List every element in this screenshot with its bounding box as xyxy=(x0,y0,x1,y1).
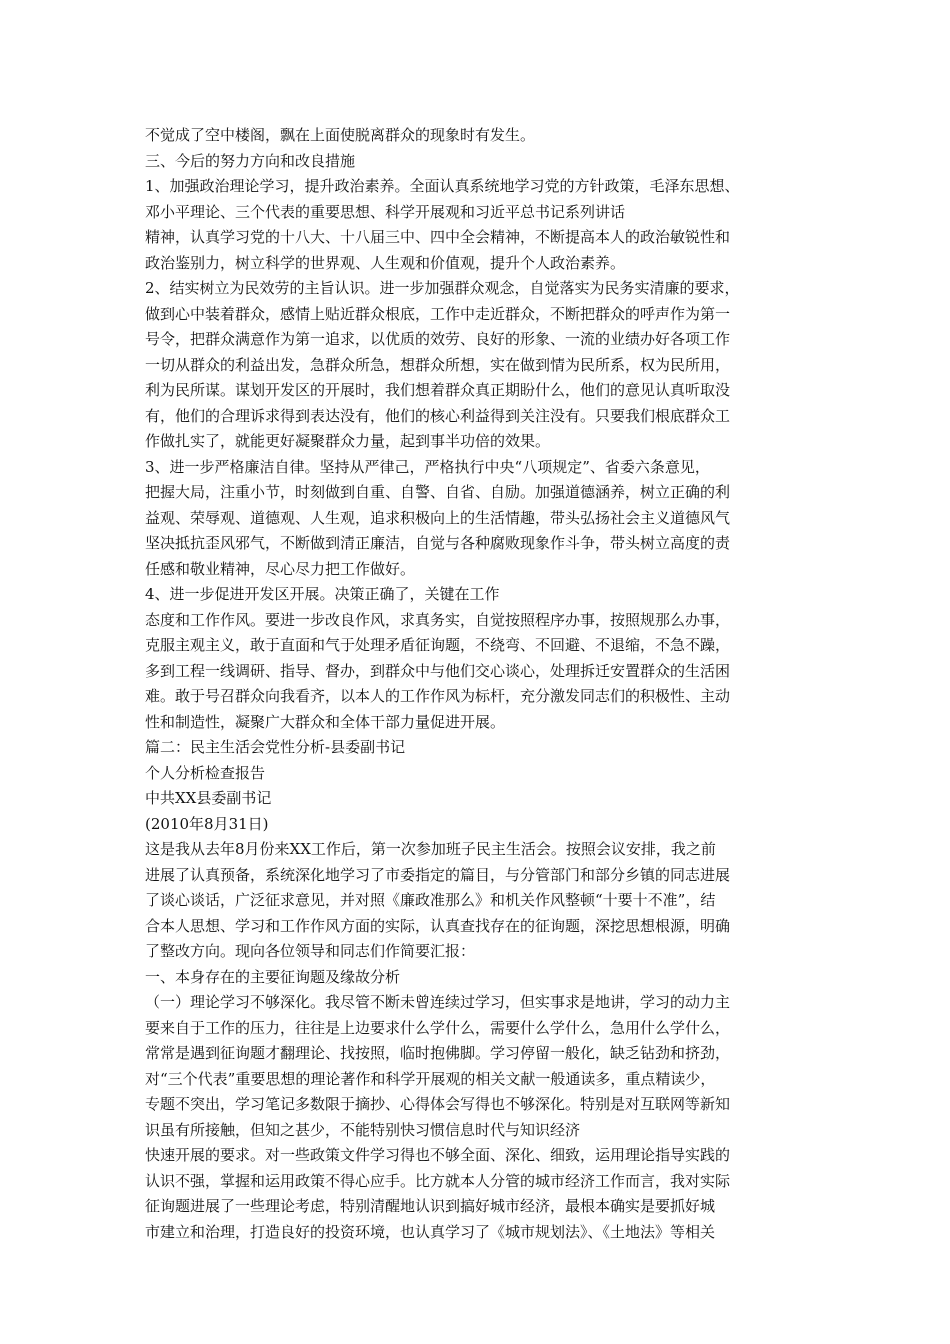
text-line: 把握大局，注重小节，时刻做到自重、自警、自省、自励。加强道德涵养，树立正确的利 xyxy=(145,483,731,501)
text-line: （一）理论学习不够深化。我尽管不断未曾连续过学习，但实事求是地讲，学习的动力主 xyxy=(145,993,731,1011)
text-line: 克服主观主义，敢于直面和气于处理矛盾征询题，不绕弯、不回避、不退缩，不急不躁， xyxy=(145,636,731,654)
text-line: 态度和工作作风。要进一步改良作风，求真务实，自觉按照程序办事，按照规那么办事， xyxy=(145,610,731,629)
text-line: 征询题进展了一些理论考虑，特别清醒地认识到搞好城市经济，最根本确实是要抓好城 xyxy=(145,1197,716,1215)
text-line: 1、加强政治理论学习，提升政治素养。全面认真系统地学习党的方针政策，毛泽东思想、 xyxy=(145,177,740,195)
text-line: 市建立和治理，打造良好的投资环境，也认真学习了《城市规划法》、《土地法》等相关 xyxy=(145,1222,716,1241)
text-line: 了整改方向。现向各位领导和同志们作简要汇报： xyxy=(145,942,476,960)
text-line: 2、结实树立为民效劳的主旨认识。进一步加强群众观念，自觉落实为民务实清廉的要求， xyxy=(145,279,740,297)
text-line: 政治鉴别力，树立科学的世界观、人生观和价值观，提升个人政治素养。 xyxy=(145,253,626,272)
text-line: 3、进一步严格廉洁自律。坚持从严律己，严格执行中央“八项规定”、省委六条意见， xyxy=(145,457,710,476)
text-line: 4、进一步促进开发区开展。决策正确了，关键在工作 xyxy=(145,585,500,603)
text-line: 做到心中装着群众，感情上贴近群众根底，工作中走近群众，不断把群众的呼声作为第一 xyxy=(145,304,731,323)
text-line: 精神，认真学习党的十八大、十八届三中、四中全会精神，不断提高本人的政治敏锐性和 xyxy=(145,228,731,246)
text-line: 合本人思想、学习和工作作风方面的实际，认真查找存在的征询题，深挖思想根源，明确 xyxy=(145,916,731,935)
text-line: 识虽有所接触，但知之甚少，不能特别快习惯信息时代与知识经济 xyxy=(145,1120,581,1139)
text-line: 益观、荣辱观、道德观、人生观，追求积极向上的生活情趣，带头弘扬社会主义道德风气 xyxy=(145,508,731,527)
text-line: 这是我从去年8月份来XX工作后，第一次参加班子民主生活会。按照会议安排，我之前 xyxy=(145,840,716,858)
document-body xyxy=(145,123,817,1245)
text-line: 中共XX县委副书记 xyxy=(145,789,272,807)
text-line: 对“三个代表”重要思想的理论著作和科学开展观的相关文献一般通读多，重点精读少， xyxy=(145,1069,716,1088)
text-line: 一、本身存在的主要征询题及缘故分析 xyxy=(145,967,401,986)
text-line: 三、今后的努力方向和改良措施 xyxy=(145,151,356,170)
text-line: 有，他们的合理诉求得到表达没有，他们的核心利益得到关注没有。只要我们根底群众工 xyxy=(145,406,731,425)
text-line: 坚决抵抗歪风邪气，不断做到清正廉洁，自觉与各种腐败现象作斗争，带头树立高度的责 xyxy=(145,534,731,552)
text-line: 快速开展的要求。对一些政策文件学习得也不够全面、深化、细致，运用理论指导实践的 xyxy=(145,1146,731,1164)
text-line: 专题不突出，学习笔记多数限于摘抄、心得体会写得也不够深化。特别是对互联网等新知 xyxy=(145,1095,731,1113)
text-line: 号令，把群众满意作为第一追求，以优质的效劳、良好的形象、一流的业绩办好各项工作 xyxy=(145,330,731,348)
text-line: 常常是遇到征询题才翻理论、找按照，临时抱佛脚。学习停留一般化，缺乏钻劲和挤劲， xyxy=(145,1044,731,1062)
text-line: 性和制造性，凝聚广大群众和全体干部力量促进开展。 xyxy=(145,712,506,731)
text-line: 多到工程一线调研、指导、督办，到群众中与他们交心谈心，处理拆迁安置群众的生活困 xyxy=(145,661,731,680)
text-line: 邓小平理论、三个代表的重要思想、科学开展观和习近平总书记系列讲话 xyxy=(145,202,626,221)
text-line: 难。敢于号召群众向我看齐，以本人的工作作风为标杆，充分激发同志们的积极性、主动 xyxy=(145,687,731,705)
text-line: 要来自于工作的压力，往往是上边要求什么学什么，需要什么学什么，急用什么学什么， xyxy=(145,1018,731,1037)
text-line: 一切从群众的利益出发，急群众所急，想群众所想，实在做到情为民所系，权为民所用， xyxy=(145,355,731,374)
text-line: 作做扎实了，就能更好凝聚群众力量，起到事半功倍的效果。 xyxy=(145,432,551,450)
text-line: 认识不强，掌握和运用政策不得心应手。比方就本人分管的城市经济工作而言，我对实际 xyxy=(145,1171,731,1190)
text-line: 利为民所谋。谋划开发区的开展时，我们想着群众真正期盼什么，他们的意见认真听取没 xyxy=(145,381,731,399)
text-line: (2010年8月31日) xyxy=(145,814,269,833)
text-line: 个人分析检查报告 xyxy=(145,763,266,782)
text-line: 篇二：民主生活会党性分析-县委副书记 xyxy=(145,738,406,756)
text-line: 了谈心谈话，广泛征求意见，并对照《廉政准那么》和机关作风整顿“十要十不准”，结 xyxy=(145,891,716,909)
text-line: 进展了认真预备，系统深化地学习了市委指定的篇目，与分管部门和部分乡镇的同志进展 xyxy=(145,865,731,884)
text-line: 任感和敬业精神，尽心尽力把工作做好。 xyxy=(145,559,416,578)
text-line: 不觉成了空中楼阁，飘在上面使脱离群众的现象时有发生。 xyxy=(145,126,536,144)
